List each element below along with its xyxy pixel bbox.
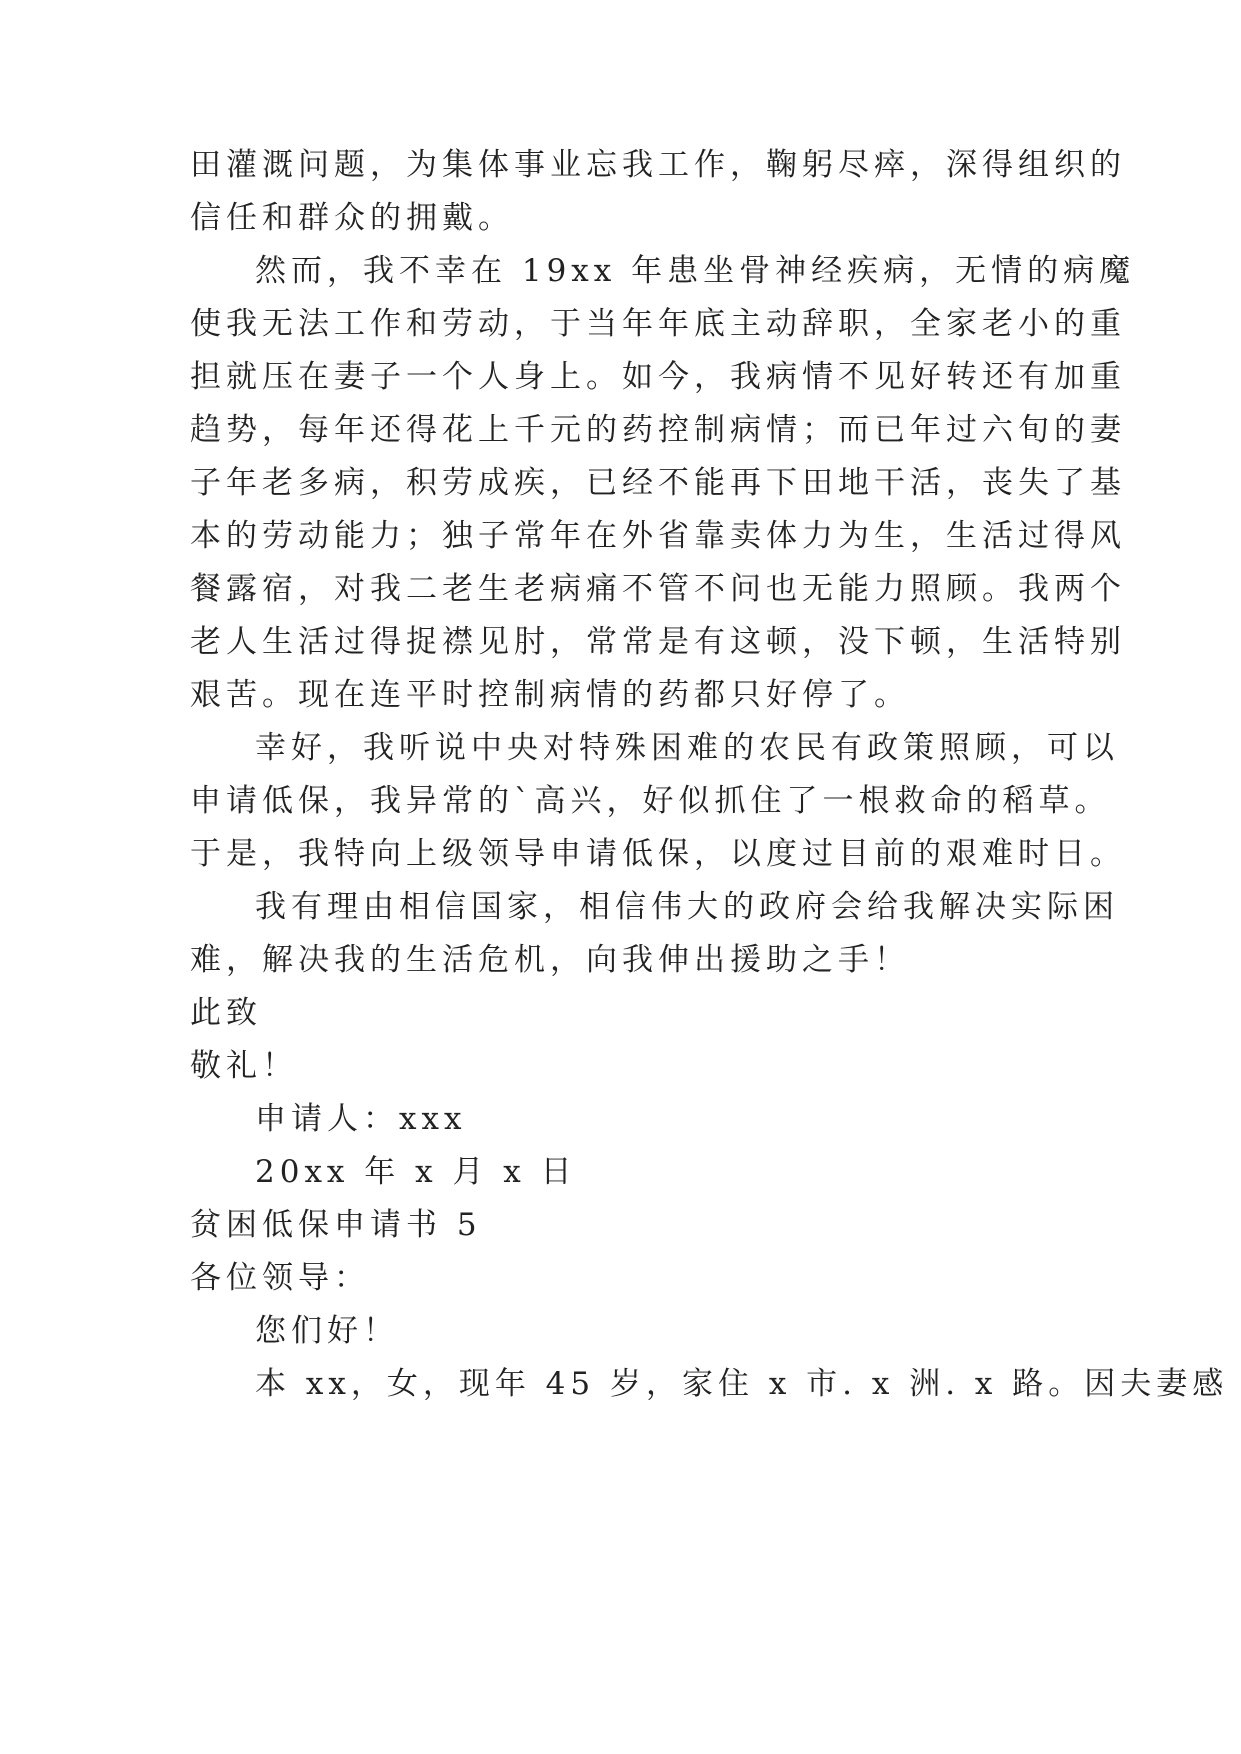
applicant-signature: 申请人：xxx	[255, 1101, 467, 1137]
paragraph-line: 本 xx，女，现年 45 岁，家住 x 市. x 洲. x 路。因夫妻感	[255, 1366, 1229, 1402]
paragraph-line: 申请低保，我异常的`高兴，好似抓住了一根救命的稻草。	[190, 783, 1111, 819]
paragraph-line: 使我无法工作和劳动，于当年年底主动辞职，全家老小的重	[190, 306, 1126, 342]
paragraph-line: 老人生活过得捉襟见肘，常常是有这顿，没下顿，生活特别	[190, 624, 1126, 660]
paragraph-line: 田灌溉问题，为集体事业忘我工作，鞠躬尽瘁，深得组织的	[190, 147, 1126, 183]
paragraph-line: 我有理由相信国家，相信伟大的政府会给我解决实际困	[255, 889, 1119, 925]
addressee: 各位领导：	[190, 1260, 370, 1296]
date-line: 20xx 年 x 月 x 日	[255, 1154, 577, 1190]
paragraph-line: 本的劳动能力；独子常年在外省靠卖体力为生，生活过得风	[190, 518, 1126, 554]
paragraph-line: 信任和群众的拥戴。	[190, 200, 514, 236]
paragraph-line: 然而，我不幸在 19xx 年患坐骨神经疾病，无情的病魔	[255, 253, 1136, 289]
paragraph-line: 艰苦。现在连平时控制病情的药都只好停了。	[190, 677, 910, 713]
paragraph-line: 担就压在妻子一个人身上。如今，我病情不见好转还有加重	[190, 359, 1126, 395]
paragraph-line: 趋势，每年还得花上千元的药控制病情；而已年过六旬的妻	[190, 412, 1126, 448]
paragraph-line: 于是，我特向上级领导申请低保，以度过目前的艰难时日。	[190, 836, 1126, 872]
section-title: 贫困低保申请书 5	[190, 1207, 482, 1243]
closing-salutation: 此致	[190, 995, 262, 1031]
paragraph-line: 餐露宿，对我二老生老病痛不管不问也无能力照顾。我两个	[190, 571, 1126, 607]
greeting: 您们好！	[255, 1313, 399, 1349]
paragraph-line: 幸好，我听说中央对特殊困难的农民有政策照顾，可以	[255, 730, 1119, 766]
paragraph-line: 难，解决我的生活危机，向我伸出援助之手！	[190, 942, 910, 978]
closing-regards: 敬礼！	[190, 1048, 298, 1084]
paragraph-line: 子年老多病，积劳成疾，已经不能再下田地干活，丧失了基	[190, 465, 1126, 501]
